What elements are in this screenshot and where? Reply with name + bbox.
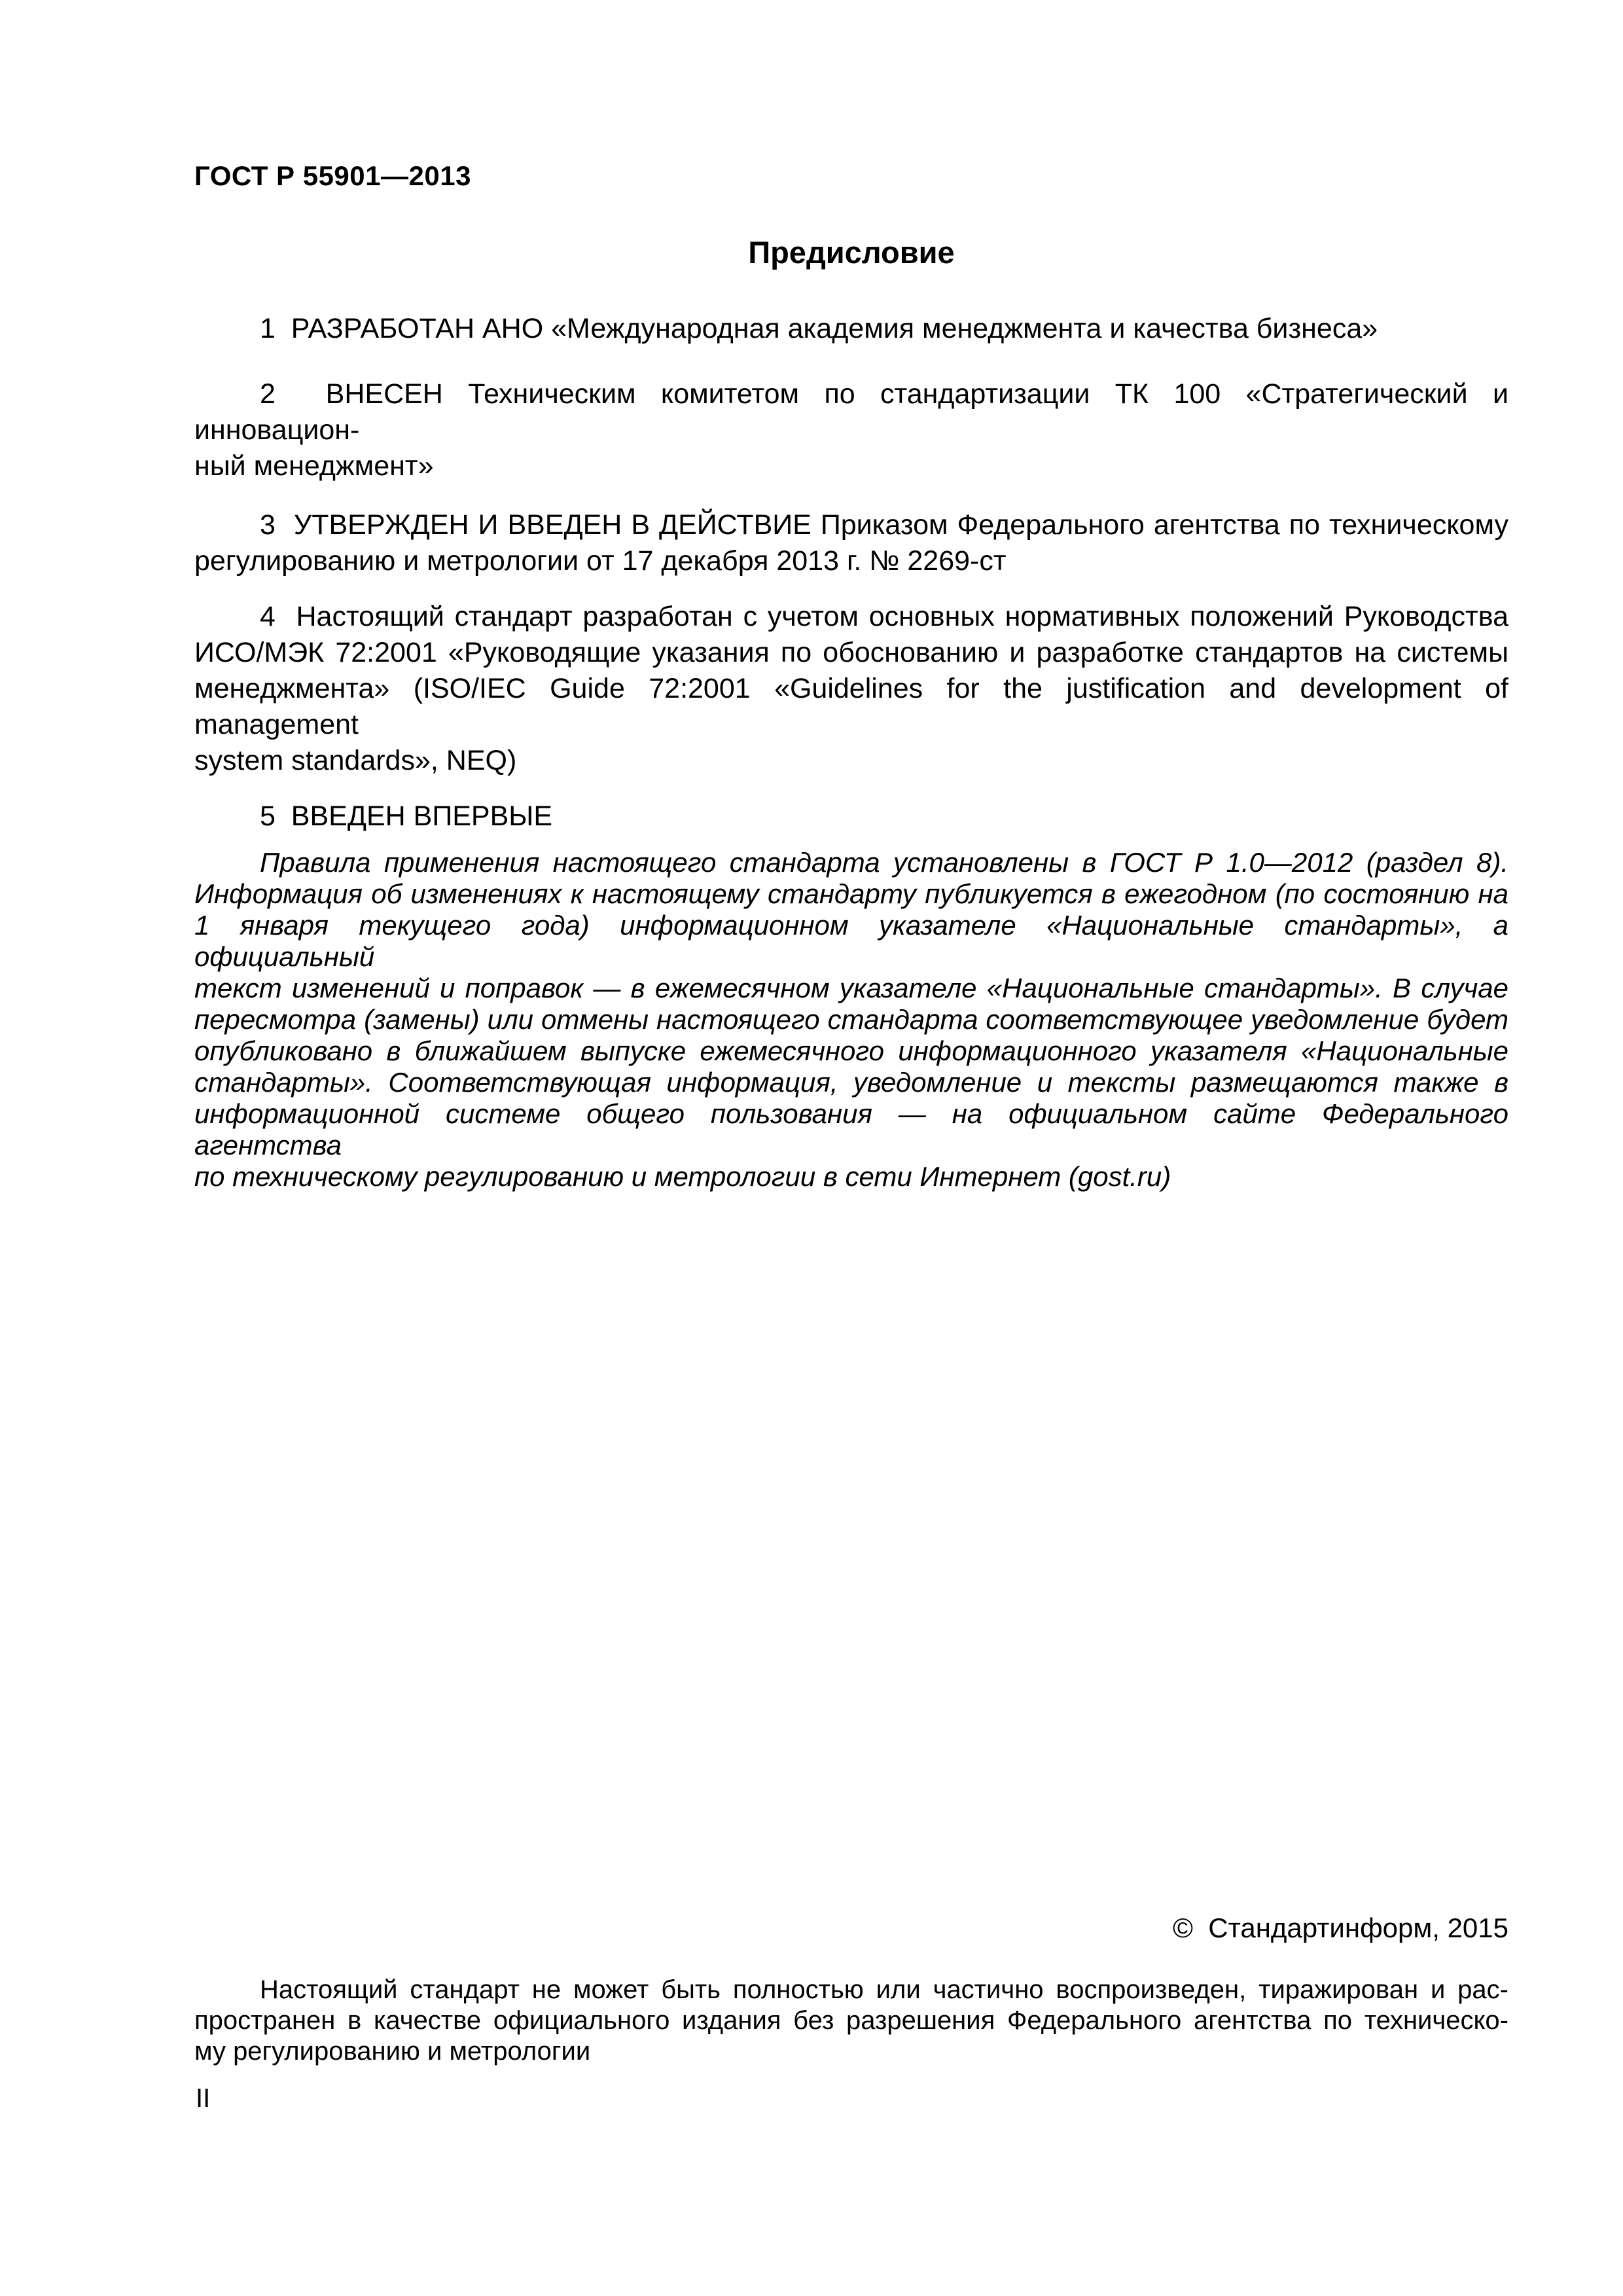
standard-application-rules-note bbox=[194, 847, 1508, 1193]
text-line: информационной системе общего пользования — на официальном сайте Федерального агентства bbox=[194, 1098, 1508, 1160]
gost-code: ГОСТ Р 55901—2013 bbox=[194, 160, 471, 191]
foreword-paragraph-2 bbox=[194, 376, 1508, 484]
text-line: ный менеджмент» bbox=[194, 450, 434, 482]
text-line: Информация об изменениях к настоящему стандарту публикуется в ежегодном (по состоянию на bbox=[194, 878, 1508, 909]
text-line: менеджмента» (ISO/IEC Guide 72:2001 «Guidelines for the justification and development of management bbox=[194, 673, 1508, 740]
foreword-section bbox=[194, 311, 1508, 834]
text-line: 1 РАЗРАБОТАН АНО «Международная академия менеджмента и качества бизнеса» bbox=[260, 313, 1378, 344]
foreword-paragraph-4 bbox=[194, 599, 1508, 779]
text-line: ИСО/МЭК 72:2001 «Руководящие указания по обоснованию и разработке стандартов на системы bbox=[194, 637, 1508, 668]
foreword-paragraph-3 bbox=[194, 507, 1508, 579]
text-line: 2 ВНЕСЕН Техническим комитетом по стандартизации ТК 100 «Стратегический и инновацион- bbox=[194, 378, 1508, 446]
text-line: пространен в качестве официального издания без разрешения Федерального агентства по техническо- bbox=[194, 2006, 1508, 2035]
text-line: 3 УТВЕРЖДЕН И ВВЕДЕН В ДЕЙСТВИЕ Приказом Федерального агентства по техническому bbox=[260, 509, 1508, 541]
text-line: опубликовано в ближайшем выпуске ежемесячного информационного указателя «Национальные bbox=[194, 1035, 1508, 1066]
text-line: пересмотра (замены) или отмены настоящего стандарта соответствующее уведомление будет bbox=[194, 1004, 1508, 1035]
text-line: 5 ВВЕДЕН ВПЕРВЫЕ bbox=[260, 800, 553, 832]
distribution-restriction-note bbox=[194, 1975, 1508, 2067]
text-line: Правила применения настоящего стандарта установлены в ГОСТ Р 1.0—2012 (раздел 8). bbox=[260, 847, 1508, 878]
text-line: регулированию и метрологии от 17 декабря 2013 г. № 2269-ст bbox=[194, 545, 1007, 577]
page-title: Предисловие bbox=[748, 235, 955, 270]
copyright-line: © Стандартинформ, 2015 bbox=[1172, 1912, 1508, 1943]
text-line: Настоящий стандарт не может быть полностью или частично воспроизведен, тиражирован и рас- bbox=[260, 1975, 1508, 2004]
foreword-paragraph-5 bbox=[194, 798, 1508, 834]
text-line: system standards», NEQ) bbox=[194, 745, 517, 776]
text-line: 1 января текущего года) информационном указателе «Национальные стандарты», а официальный bbox=[194, 910, 1508, 972]
text-line: текст изменений и поправок — в ежемесячном указателе «Национальные стандарты». В случае bbox=[194, 973, 1508, 1003]
page-number: II bbox=[196, 2084, 211, 2113]
text-line: стандарты». Соответствующая информация, уведомление и тексты размещаются также в bbox=[194, 1067, 1508, 1098]
text-line: 4 Настоящий стандарт разработан с учетом основных нормативных положений Руководства bbox=[260, 601, 1508, 632]
text-line: по техническому регулированию и метрологии в сети Интернет (gost.ru) bbox=[194, 1161, 1171, 1192]
foreword-paragraph-1 bbox=[194, 311, 1508, 347]
text-line: му регулированию и метрологии bbox=[194, 2037, 591, 2066]
